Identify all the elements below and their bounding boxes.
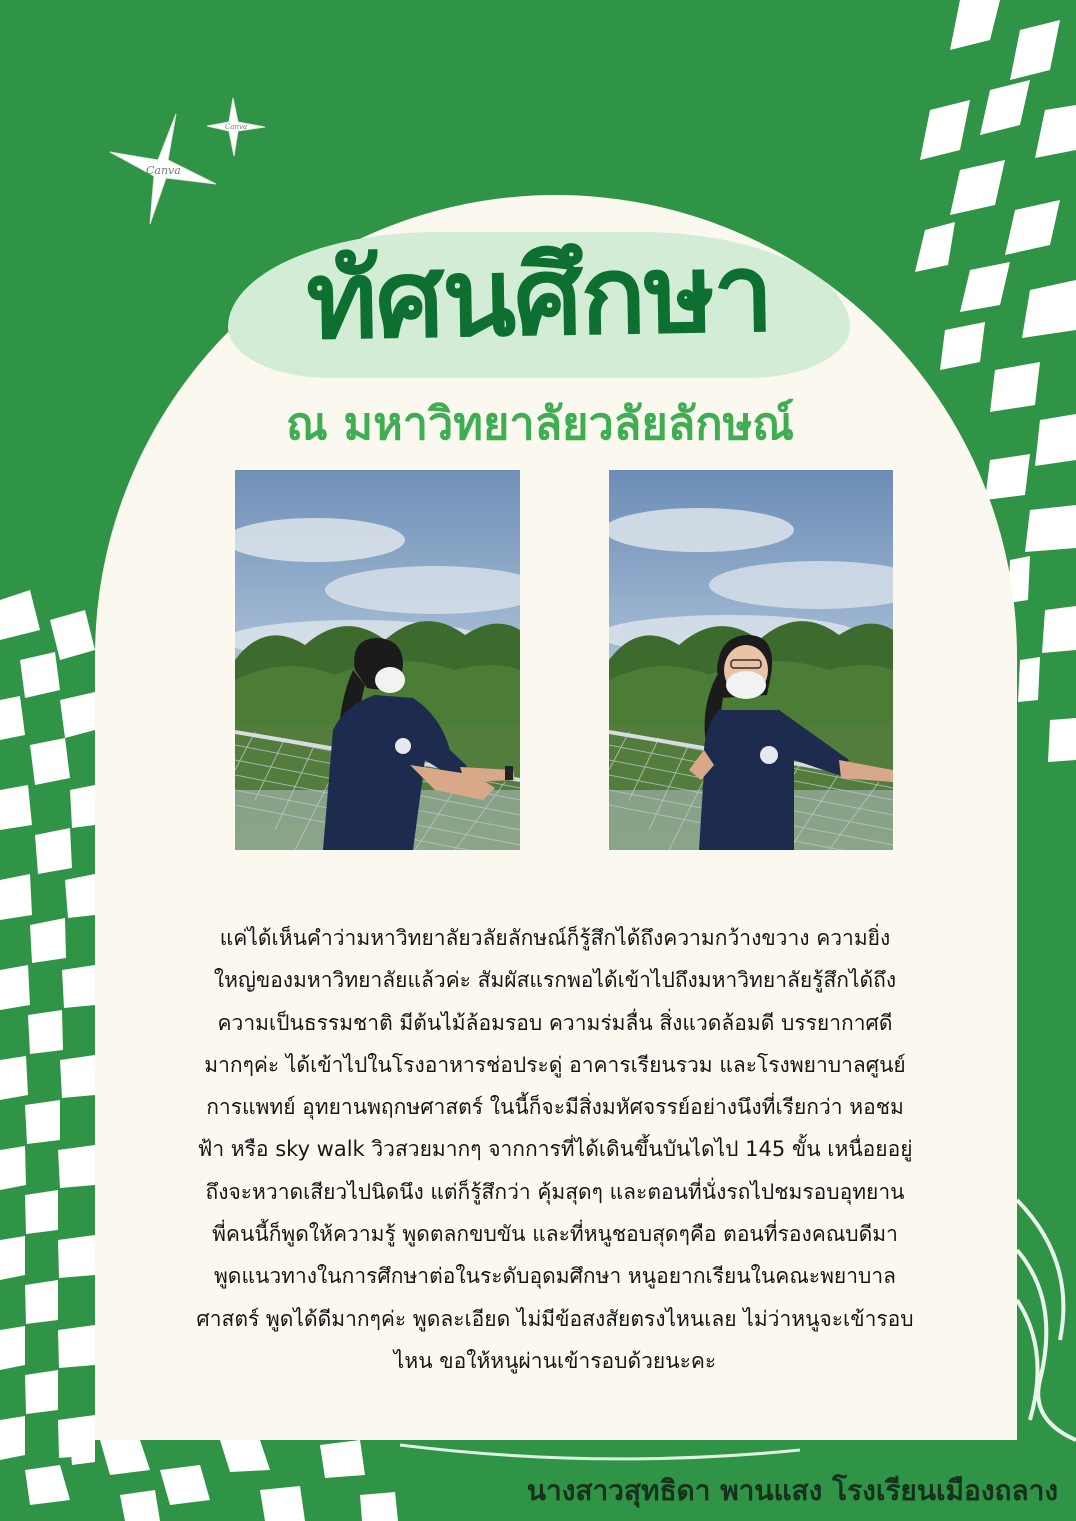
sparkle-small-icon (205, 96, 267, 158)
body-line: ถึงจะหวาดเสียวไปนิดนึง แต่ก็รู้สึกว่า คุ้มสุดๆ และตอนที่นั่งรถไปชมรอบอุทยาน (205, 1179, 905, 1204)
body-line: ใหญ่ของมหาวิทยาลัยแล้วค่ะ สัมผัสแรกพอได้เข้าไปถึงมหาวิทยาลัยรู้สึกได้ถึง (213, 968, 897, 993)
article-body (115, 917, 995, 1382)
body-line: การแพทย์ อุทยานพฤกษศาสตร์ ในนี้ก็จะมีสิ่งมหัศจรรย์อย่างนึงที่เรียกว่า หอชม (206, 1095, 904, 1120)
body-line: ไหน ขอให้หนูผ่านเข้ารอบด้วยนะคะ (393, 1348, 717, 1373)
body-line: แค่ได้เห็นคำว่ามหาวิทยาลัยวลัยลักษณ์ก็รู้สึกได้ถึงความกว้างขวาง ความยิ่ง (219, 926, 891, 950)
page-title: ทัศนศึกษา (305, 230, 773, 365)
page-subtitle: ณ มหาวิทยาลัยวลัยลักษณ์ (286, 397, 794, 450)
sparkle-small-label: Canva (225, 123, 248, 131)
sparkle-large-label: Canva (146, 164, 181, 177)
body-line: มากๆค่ะ ได้เข้าไปในโรงอาหารช่อประดู่ อาคารเรียนรวม และโรงพยาบาลศูนย์ (204, 1052, 906, 1077)
student-photo-left (235, 470, 520, 850)
body-line: ฟ้า หรือ sky walk วิวสวยมากๆ จากการที่ได้เดินขึ้นบันไดไป 145 ขั้น เหนื่อยอยู่ (197, 1137, 913, 1162)
student-photo-right (609, 470, 893, 850)
body-line: พี่คนนี้ก็พูดให้ความรู้ พูดตลกขบขัน และที่หนูชอบสุดๆคือ ตอนที่รองคณบดีมา (212, 1222, 898, 1247)
body-line: พูดแนวทางในการศึกษาต่อในระดับอุดมศึกษา หนูอยากเรียนในคณะพยาบาล (213, 1264, 897, 1289)
body-line: ความเป็นธรรมชาติ มีต้นไม้ล้อมรอบ ความร่มลื่น สิ่งแวดล้อมดี บรรยากาศดี (217, 1010, 893, 1035)
author-credit: นางสาวสุทธิดา พานแสง โรงเรียนเมืองถลาง (526, 1474, 1058, 1507)
body-line: ศาสตร์ พูดได้ดีมากๆค่ะ พูดละเอียด ไม่มีข้อสงสัยตรงไหนเลย ไม่ว่าหนูจะเข้ารอบ (196, 1306, 914, 1331)
